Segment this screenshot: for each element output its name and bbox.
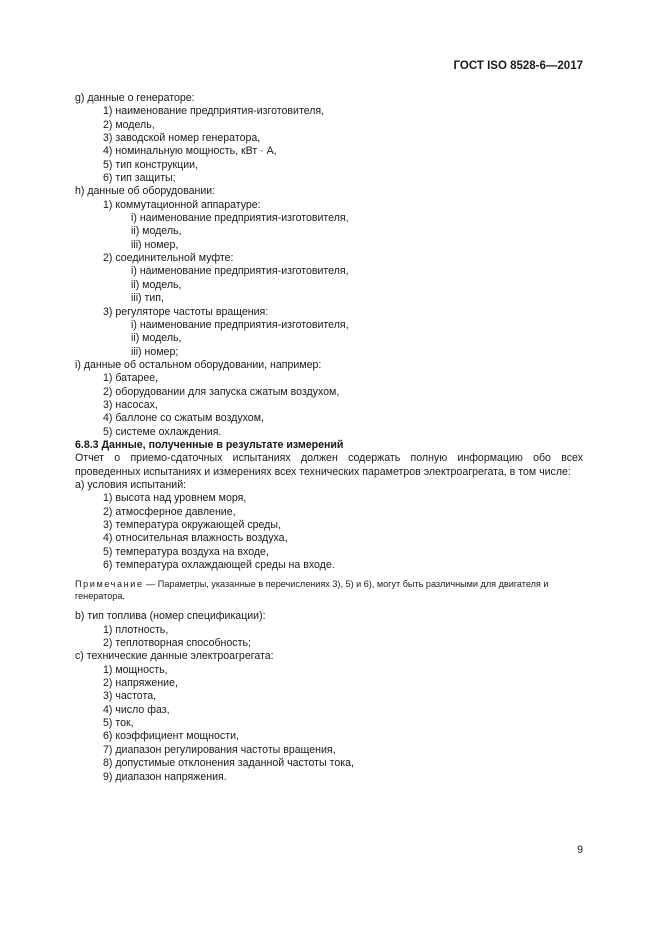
list-item: 3) температура окружающей среды,: [103, 519, 281, 531]
list-item: 4) число фаз,: [103, 703, 170, 716]
section-heading: 6.8.3 Данные, полученные в результате измерений: [75, 438, 344, 451]
list-item-h: h) данные об оборудовании:: [75, 185, 216, 198]
list-item: 2) атмосферное давление,: [103, 505, 236, 518]
list-item-b: b) тип топлива (номер спецификации):: [75, 610, 266, 623]
list-item: 1) мощность,: [103, 663, 168, 676]
list-item: 6) коэффициент мощности,: [103, 730, 239, 743]
list-item: 1) батарее,: [103, 372, 159, 385]
list-item: ii) модель,: [131, 332, 182, 345]
list-item: 3) заводской номер генератора,: [103, 132, 261, 145]
list-item: 1) наименование предприятия-изготовителя,: [103, 105, 325, 118]
list-item: 6) температура охлаждающей среды на входе.: [103, 559, 335, 572]
list-item: 6) тип защиты;: [103, 172, 176, 185]
list-item: 4) баллоне со сжатым воздухом,: [103, 412, 264, 425]
note-label: Примечание: [75, 579, 144, 590]
list-item: 1) высота над уровнем моря,: [103, 492, 247, 505]
list-item: 7) диапазон регулирования частоты вращения,: [103, 743, 336, 756]
list-item: 4) номинальную мощность, кВт · А,: [103, 145, 277, 158]
list-item: 9) диапазон напряжения.: [103, 770, 227, 783]
list-item: iii) номер;: [131, 345, 179, 358]
list-item: i) наименование предприятия-изготовителя,: [131, 212, 349, 225]
list-item: 3) регуляторе частоты вращения:: [103, 305, 269, 318]
list-item: 5) ток,: [103, 717, 134, 730]
list-item: 2) напряжение,: [103, 677, 178, 690]
list-item: 3) частота,: [103, 690, 157, 703]
list-item: 4) относительная влажность воздуха,: [103, 532, 288, 545]
list-item: 2) соединительной муфте:: [103, 252, 234, 265]
list-item: 2) теплотворная способность;: [103, 637, 251, 650]
note: [75, 578, 583, 602]
list-item: 1) плотность,: [103, 623, 169, 636]
list-item-g: g) данные о генераторе:: [75, 92, 195, 104]
list-item: ii) модель,: [131, 278, 182, 291]
list-item: ii) модель,: [131, 225, 182, 238]
document-code: ГОСТ ISO 8528-6—2017: [453, 60, 583, 72]
list-item: i) наименование предприятия-изготовителя,: [131, 265, 349, 278]
document-body: [75, 92, 583, 784]
list-item-a: a) условия испытаний:: [75, 478, 187, 491]
list-item: 5) тип конструкции,: [103, 158, 199, 171]
list-item: iii) номер,: [131, 238, 179, 251]
list-item: iii) тип,: [131, 292, 164, 305]
list-item: 8) допустимые отклонения заданной частоты тока,: [103, 757, 354, 770]
section-intro: Отчет о приемо-сдаточных испытаниях должен содержать полную информацию обо всех проведенных испытаниях и измерениях всех технических параметров электроагрегата, в том числе:: [75, 452, 583, 478]
list-item: 5) системе охлаждения.: [103, 425, 222, 438]
list-item-i: i) данные об остальном оборудовании, например:: [75, 358, 322, 371]
list-item: 2) оборудовании для запуска сжатым воздухом,: [103, 385, 340, 398]
list-item-c: c) технические данные электроагрегата:: [75, 650, 274, 663]
list-item: 2) модель,: [103, 118, 155, 131]
list-item: 3) насосах,: [103, 398, 158, 411]
page-number: 9: [577, 844, 583, 856]
list-item: 1) коммутационной аппаратуре:: [103, 198, 261, 211]
list-item: i) наименование предприятия-изготовителя,: [131, 318, 349, 331]
note-text: — Параметры, указанные в перечислениях 3), 5) и 6), могут быть различными для двигателя и генератора.: [75, 579, 549, 602]
list-item: 5) температура воздуха на входе,: [103, 545, 269, 558]
